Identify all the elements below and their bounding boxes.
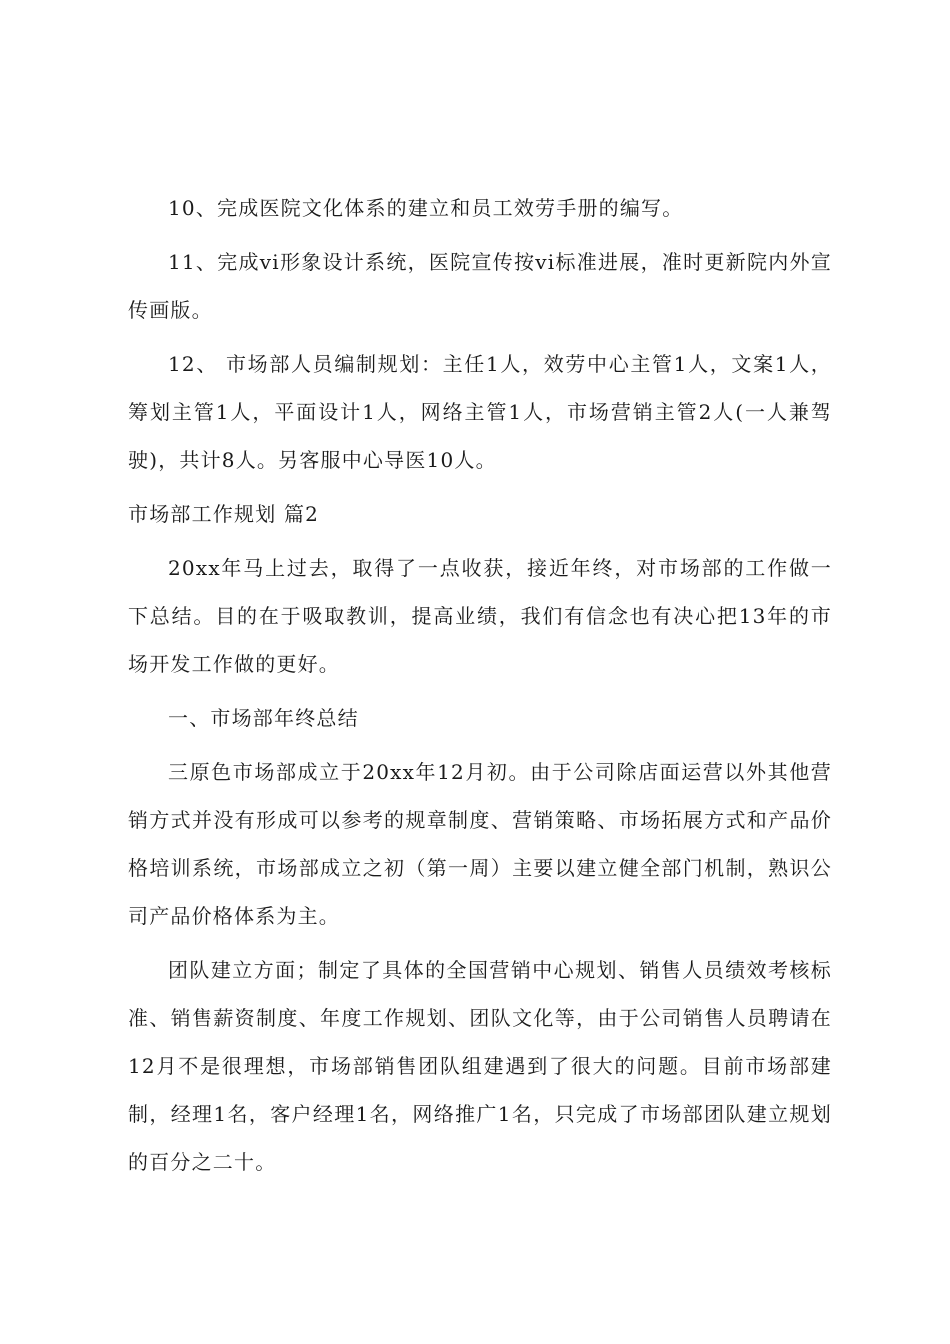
subsection-heading: 一、市场部年终总结 — [168, 706, 359, 730]
paragraph-item-10: 10、完成医院文化体系的建立和员工效劳手册的编写。 — [168, 196, 684, 220]
document-body — [128, 184, 832, 1192]
intro-paragraph: 20xx年马上过去，取得了一点收获，接近年终，对市场部的工作做一下总结。目的在于吸取教训，提高业绩，我们有信念也有决心把13年的市场开发工作做的更好。 — [128, 556, 832, 676]
section-heading: 市场部工作规划 篇2 — [128, 502, 320, 526]
team-paragraph: 团队建立方面；制定了具体的全国营销中心规划、销售人员绩效考核标准、销售薪资制度、年度工作规划、团队文化等，由于公司销售人员聘请在12月不是很理想，市场部销售团队组建遇到了很大的问题。目前市场部建制，经理1名，客户经理1名，网络推广1名，只完成了市场部团队建立规划的百分之二十。 — [128, 958, 832, 1174]
paragraph-item-11: 11、完成vi形象设计系统，医院宣传按vi标准进展，准时更新院内外宣传画版。 — [128, 250, 832, 322]
founding-paragraph: 三原色市场部成立于20xx年12月初。由于公司除店面运营以外其他营销方式并没有形成可以参考的规章制度、营销策略、市场拓展方式和产品价格培训系统，市场部成立之初（第一周）主要以建立健全部门机制，熟识公司产品价格体系为主。 — [128, 760, 832, 928]
paragraph-item-12: 12、 市场部人员编制规划：主任1人，效劳中心主管1人，文案1人，筹划主管1人，平面设计1人，网络主管1人，市场营销主管2人(一人兼驾驶)，共计8人。另客服中心导医10人。 — [128, 352, 832, 472]
